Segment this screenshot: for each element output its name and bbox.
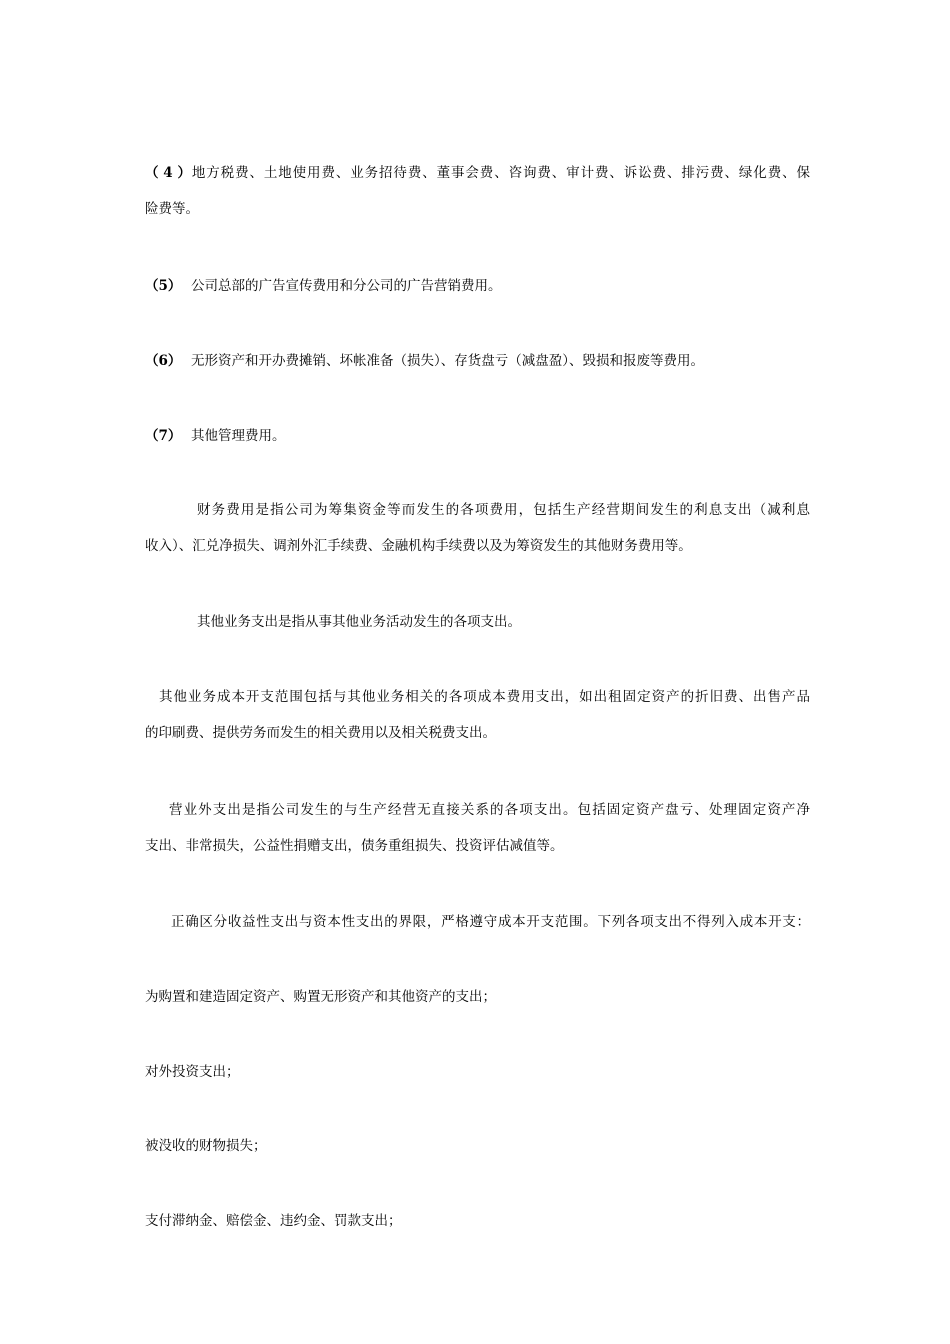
paragraph-financial-expense-line-1: 财务费用是指公司为筹集资金等而发生的各项费用，包括生产经营期间发生的利息支出（减利息 <box>197 502 810 518</box>
item-text: 公司总部的广告宣传费用和分公司的广告营销费用。 <box>191 278 502 294</box>
item-number: （7） <box>145 428 182 444</box>
item-5-line-1 <box>145 277 810 295</box>
item-text: 地方税费、土地使用费、业务招待费、董事会费、咨询费、审计费、诉讼费、排污费、绿化费、保 <box>191 165 810 181</box>
paragraph-non-operating-expense-line-1: 营业外支出是指公司发生的与生产经营无直接关系的各项支出。包括固定资产盘亏、处理固定资产净 <box>169 802 810 818</box>
paragraph-other-business-expense: 其他业务支出是指从事其他业务活动发生的各项支出。 <box>197 614 521 630</box>
item-4-line-2: 险费等。 <box>145 201 199 217</box>
item-4-line-1 <box>145 164 810 182</box>
list-item: 支付滞纳金、赔偿金、违约金、罚款支出； <box>145 1213 402 1229</box>
list-item: 对外投资支出； <box>145 1064 240 1080</box>
item-number: （6） <box>145 353 182 369</box>
item-number: （4） <box>145 165 191 181</box>
paragraph-expense-boundary: 正确区分收益性支出与资本性支出的界限，严格遵守成本开支范围。下列各项支出不得列入成本开支： <box>171 914 810 930</box>
item-7-line-1 <box>145 427 810 445</box>
paragraph-financial-expense-line-2: 收入）、汇兑净损失、调剂外汇手续费、金融机构手续费以及为筹资发生的其他财务费用等。 <box>145 538 692 554</box>
item-text: 无形资产和开办费摊销、坏帐准备（损失）、存货盘亏（减盘盈）、毁损和报废等费用。 <box>191 353 704 369</box>
item-text: 其他管理费用。 <box>191 428 286 444</box>
item-6-line-1 <box>145 352 810 370</box>
paragraph-non-operating-expense-line-2: 支出、非常损失，公益性捐赠支出，债务重组损失、投资评估减值等。 <box>145 838 564 854</box>
paragraph-other-business-cost-line-1: 其他业务成本开支范围包括与其他业务相关的各项成本费用支出，如出租固定资产的折旧费、出售产品 <box>159 689 810 705</box>
list-item: 被没收的财物损失； <box>145 1138 267 1154</box>
item-number: （5） <box>145 278 182 294</box>
list-item: 为购置和建造固定资产、购置无形资产和其他资产的支出； <box>145 989 496 1005</box>
paragraph-other-business-cost-line-2: 的印刷费、提供劳务而发生的相关费用以及相关税费支出。 <box>145 725 496 741</box>
